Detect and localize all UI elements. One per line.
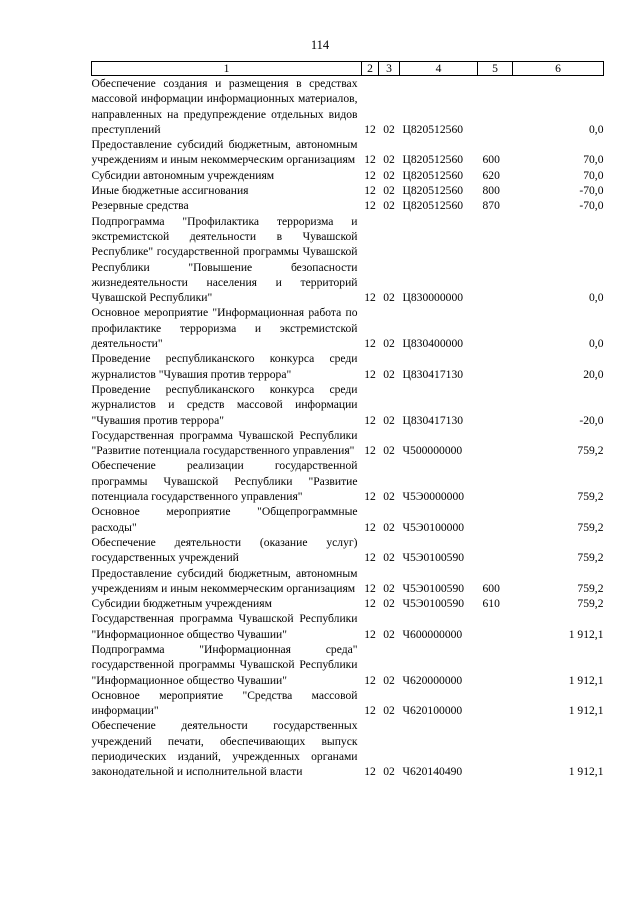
- cell-expense-type: 600: [482, 581, 500, 595]
- table-row: [92, 504, 604, 535]
- cell-amount: 70,0: [583, 153, 604, 167]
- cell-amount: 1 912,1: [568, 627, 604, 641]
- cell-section: 12: [364, 337, 376, 351]
- cell-expense-type: [478, 688, 513, 719]
- cell-name: Проведение республиканского конкурса среди журналистов "Чувашия против террора": [91, 352, 358, 381]
- cell-target-article: Ц820512560: [402, 184, 464, 198]
- cell-name: Подпрограмма "Информационная среда" государственной программы Чувашской Республики "Информационное общество Чувашии": [91, 642, 358, 687]
- table-row: [92, 305, 604, 351]
- cell-subsection: 02: [383, 153, 395, 167]
- cell-section: 12: [364, 291, 376, 305]
- cell-name: Государственная программа Чувашской Республики "Развитие потенциала государственного управления": [91, 428, 358, 458]
- cell-section: 12: [364, 413, 376, 427]
- table-row: [92, 458, 604, 504]
- cell-subsection: 02: [383, 490, 395, 504]
- cell-subsection: 02: [383, 597, 395, 611]
- cell-amount: 759,2: [577, 551, 604, 565]
- cell-subsection: 02: [383, 199, 395, 213]
- table-row: [92, 137, 604, 168]
- cell-target-article: Ч500000000: [402, 444, 463, 458]
- table-row: [92, 428, 604, 459]
- cell-expense-type: [478, 214, 513, 306]
- cell-target-article: Ц820512560: [402, 153, 464, 167]
- cell-target-article: Ц830417130: [402, 413, 464, 427]
- table-row: [92, 611, 604, 642]
- cell-name: Обеспечение деятельности (оказание услуг) государственных учреждений: [91, 535, 358, 565]
- table-row: [92, 168, 604, 183]
- cell-section: 12: [364, 367, 376, 381]
- cell-subsection: 02: [383, 704, 395, 718]
- cell-subsection: 02: [383, 520, 395, 534]
- cell-name: Субсидии бюджетным учреждениям: [91, 597, 272, 611]
- table-row: [92, 382, 604, 428]
- cell-subsection: 02: [383, 367, 395, 381]
- cell-subsection: 02: [383, 673, 395, 687]
- cell-name: Основное мероприятие "Средства массовой информации": [91, 688, 358, 718]
- cell-subsection: 02: [383, 337, 395, 351]
- cell-expense-type: 870: [482, 199, 500, 213]
- cell-amount: -70,0: [579, 199, 604, 213]
- cell-subsection: 02: [383, 413, 395, 427]
- cell-amount: 759,2: [577, 520, 604, 534]
- table-row: [92, 566, 604, 597]
- header-col-6: 6: [513, 62, 604, 76]
- cell-subsection: 02: [383, 551, 395, 565]
- cell-name: Предоставление субсидий бюджетным, автономным учреждениям и иным некоммерческим организациям: [91, 566, 358, 595]
- cell-name: Резервные средства: [91, 199, 189, 213]
- budget-table: [91, 61, 604, 780]
- cell-section: 12: [364, 673, 376, 687]
- cell-name: Основное мероприятие "Информационная работа по профилактике терроризма и экстремистской деятельности": [91, 306, 358, 351]
- cell-target-article: Ч5Э0100590: [402, 581, 465, 595]
- cell-amount: -70,0: [579, 184, 604, 198]
- cell-amount: -20,0: [579, 413, 604, 427]
- cell-section: 12: [364, 153, 376, 167]
- cell-expense-type: [478, 382, 513, 428]
- cell-amount: 759,2: [577, 444, 604, 458]
- cell-section: 12: [364, 520, 376, 534]
- cell-target-article: Ч620100000: [402, 704, 463, 718]
- table-row: [92, 642, 604, 688]
- table-row: [92, 183, 604, 198]
- cell-name: Подпрограмма "Профилактика терроризма и экстремистской деятельности в Чувашской Республике" государственной программы Чувашской Республики "Повышение безопасности жизнедеятельности населения и территорий Чувашской Республики": [91, 214, 358, 305]
- cell-amount: 759,2: [577, 490, 604, 504]
- cell-subsection: 02: [383, 184, 395, 198]
- cell-target-article: Ч5Э0100590: [402, 551, 465, 565]
- cell-expense-type: 620: [482, 168, 500, 182]
- cell-expense-type: [478, 305, 513, 351]
- cell-section: 12: [364, 551, 376, 565]
- cell-name: Обеспечение создания и размещения в средствах массовой информации информационных материалов, направленных на предупреждение отдельных видов преступлений: [91, 77, 358, 136]
- cell-section: 12: [364, 184, 376, 198]
- cell-expense-type: [478, 535, 513, 566]
- cell-amount: 1 912,1: [568, 765, 604, 779]
- cell-subsection: 02: [383, 444, 395, 458]
- cell-expense-type: [478, 458, 513, 504]
- cell-amount: 0,0: [589, 291, 604, 305]
- table-row: [92, 351, 604, 382]
- cell-name: Иные бюджетные ассигнования: [91, 184, 249, 198]
- cell-amount: 759,2: [577, 581, 604, 595]
- cell-subsection: 02: [383, 627, 395, 641]
- table-row: [92, 535, 604, 566]
- cell-amount: 1 912,1: [568, 704, 604, 718]
- cell-target-article: Ч5Э0000000: [402, 490, 465, 504]
- cell-section: 12: [364, 199, 376, 213]
- cell-amount: 0,0: [589, 337, 604, 351]
- cell-target-article: Ч600000000: [402, 627, 463, 641]
- table-row: [92, 76, 604, 138]
- cell-subsection: 02: [383, 291, 395, 305]
- cell-section: 12: [364, 627, 376, 641]
- header-col-5: 5: [478, 62, 513, 76]
- cell-amount: 70,0: [583, 168, 604, 182]
- cell-name: Государственная программа Чувашской Республики "Информационное общество Чувашии": [91, 612, 358, 641]
- cell-expense-type: [478, 504, 513, 535]
- table-header-row: [92, 62, 604, 76]
- cell-section: 12: [364, 597, 376, 611]
- cell-section: 12: [364, 122, 376, 136]
- cell-target-article: Ц830000000: [402, 291, 464, 305]
- cell-expense-type: 610: [482, 597, 500, 611]
- table-row: [92, 214, 604, 306]
- cell-name: Обеспечение реализации государственной программы Чувашской Республики "Развитие потенциала государственного управления": [91, 459, 358, 504]
- cell-section: 12: [364, 168, 376, 182]
- cell-expense-type: [478, 642, 513, 688]
- cell-subsection: 02: [383, 581, 395, 595]
- cell-name: Основное мероприятие "Общепрограммные расходы": [91, 505, 358, 534]
- header-col-4: 4: [400, 62, 478, 76]
- page-number: 114: [310, 38, 330, 52]
- cell-subsection: 02: [383, 168, 395, 182]
- header-col-3: 3: [379, 62, 400, 76]
- cell-amount: 20,0: [583, 367, 604, 381]
- table-row: [92, 596, 604, 611]
- cell-name: Предоставление субсидий бюджетным, автономным учреждениям и иным некоммерческим организациям: [91, 138, 358, 167]
- cell-target-article: Ч620000000: [402, 673, 463, 687]
- cell-amount: 0,0: [589, 122, 604, 136]
- cell-name: Проведение республиканского конкурса среди журналистов и средств массовой информации "Чувашия против террора": [91, 382, 358, 427]
- cell-section: 12: [364, 444, 376, 458]
- cell-name: Субсидии автономным учреждениям: [91, 168, 275, 182]
- cell-expense-type: [478, 611, 513, 642]
- cell-expense-type: [478, 718, 513, 779]
- cell-target-article: Ц820512560: [402, 122, 464, 136]
- cell-target-article: Ч5Э0100590: [402, 597, 465, 611]
- table-row: [92, 718, 604, 779]
- cell-target-article: Ц830417130: [402, 367, 464, 381]
- table-row: [92, 688, 604, 719]
- header-col-1: 1: [92, 62, 362, 76]
- cell-target-article: Ц820512560: [402, 168, 464, 182]
- cell-target-article: Ц820512560: [402, 199, 464, 213]
- table-body: [92, 76, 604, 780]
- header-col-2: 2: [362, 62, 379, 76]
- cell-expense-type: [478, 428, 513, 459]
- cell-target-article: Ч620140490: [402, 765, 463, 779]
- cell-amount: 759,2: [577, 597, 604, 611]
- cell-subsection: 02: [383, 122, 395, 136]
- cell-amount: 1 912,1: [568, 673, 604, 687]
- cell-expense-type: [478, 351, 513, 382]
- cell-expense-type: 800: [482, 184, 500, 198]
- cell-expense-type: [478, 76, 513, 138]
- cell-subsection: 02: [383, 765, 395, 779]
- table-row: [92, 198, 604, 213]
- cell-section: 12: [364, 490, 376, 504]
- cell-section: 12: [364, 581, 376, 595]
- cell-target-article: Ц830400000: [402, 337, 464, 351]
- cell-section: 12: [364, 765, 376, 779]
- cell-target-article: Ч5Э0100000: [402, 520, 465, 534]
- cell-expense-type: 600: [482, 153, 500, 167]
- cell-section: 12: [364, 704, 376, 718]
- cell-name: Обеспечение деятельности государственных учреждений печати, обеспечивающих выпуск периодических изданий, учрежденных органами законодательной и исполнительной власти: [91, 719, 358, 779]
